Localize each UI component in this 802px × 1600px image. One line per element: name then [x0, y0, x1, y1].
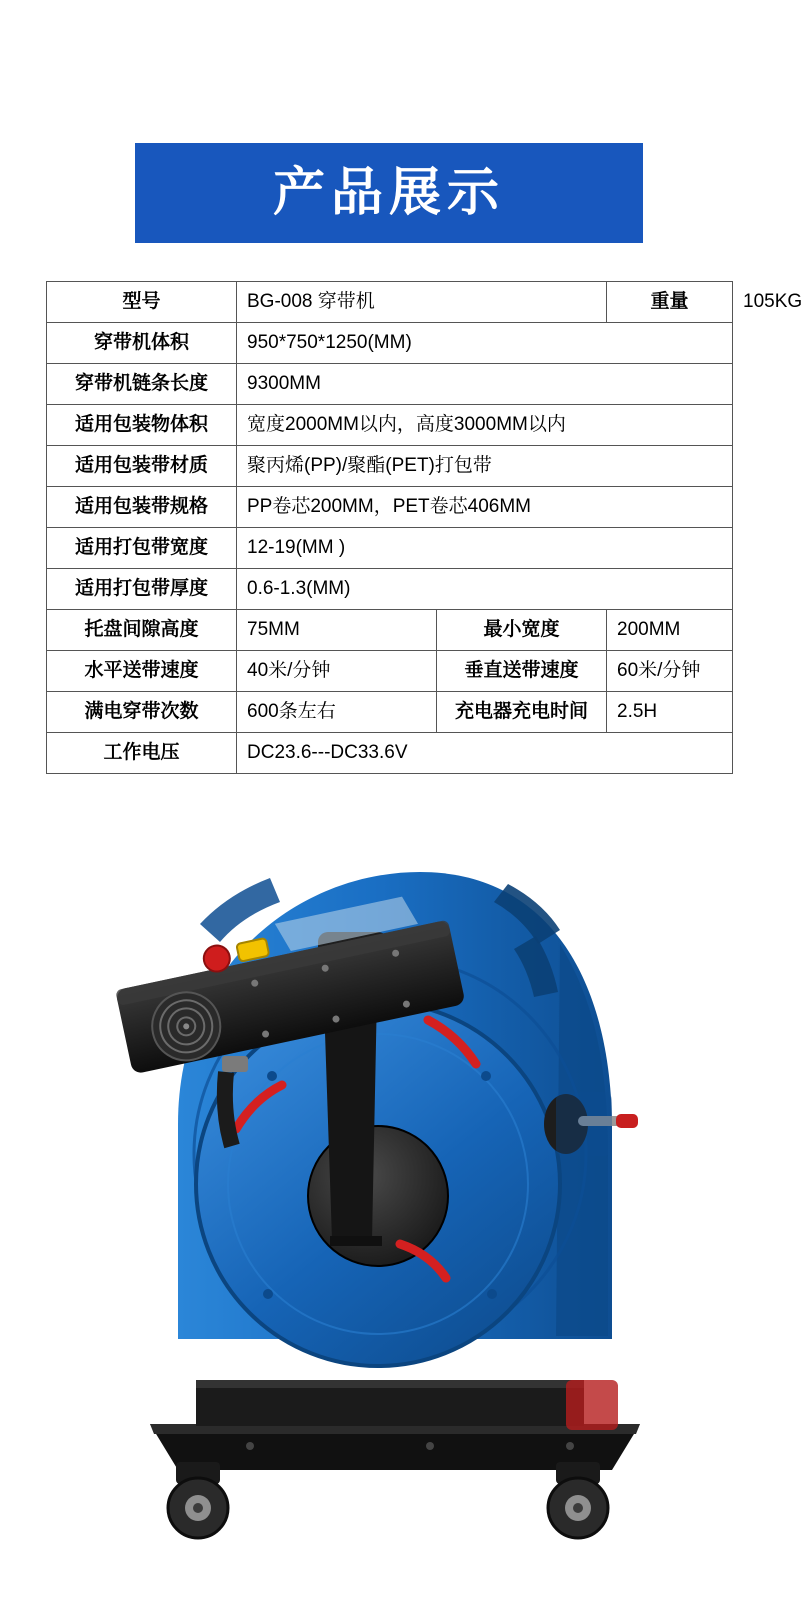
spec-label: 满电穿带次数: [47, 692, 237, 733]
spec-label: 适用包装带材质: [47, 446, 237, 487]
base-frame: [150, 1380, 640, 1470]
product-photo: [0, 824, 778, 1564]
caster-wheel-right: [548, 1462, 608, 1538]
table-row: [47, 610, 733, 651]
table-row: [47, 405, 733, 446]
spec-value: DC23.6---DC33.6V: [237, 733, 733, 774]
spec-table-container: [46, 281, 802, 774]
spec-value: 2.5H: [607, 692, 733, 733]
banner-box: [135, 143, 643, 243]
spec-value: 40米/分钟: [237, 651, 437, 692]
caster-wheel-left: [168, 1462, 228, 1538]
spec-value: 200MM: [607, 610, 733, 651]
hand-crank: [544, 1092, 638, 1156]
table-row: [47, 446, 733, 487]
spec-value: 60米/分钟: [607, 651, 733, 692]
spec-value: 0.6-1.3(MM): [237, 569, 733, 610]
spec-label: 穿带机链条长度: [47, 364, 237, 405]
table-row: [47, 487, 733, 528]
table-row: [47, 364, 733, 405]
table-row: [47, 569, 733, 610]
spec-value: BG-008 穿带机: [237, 282, 607, 323]
table-row: [47, 651, 733, 692]
crank-handle-grip: [616, 1114, 638, 1128]
spec-label: 垂直送带速度: [437, 651, 607, 692]
spec-value: 聚丙烯(PP)/聚酯(PET)打包带: [237, 446, 733, 487]
table-row: [47, 323, 733, 364]
spec-label: 最小宽度: [437, 610, 607, 651]
spec-label: 托盘间隙高度: [47, 610, 237, 651]
banner-section: [0, 0, 778, 243]
spec-table-body: [47, 282, 802, 774]
table-row: [47, 733, 733, 774]
spec-label: 工作电压: [47, 733, 237, 774]
spec-label: 适用包装物体积: [47, 405, 237, 446]
spec-value: 9300MM: [237, 364, 733, 405]
spec-value: 950*750*1250(MM): [237, 323, 733, 364]
strap-reel: [196, 1002, 560, 1366]
spec-label: 重量: [607, 282, 733, 323]
spec-value: 75MM: [237, 610, 437, 651]
spec-table: [46, 281, 802, 774]
spec-label: 适用打包带宽度: [47, 528, 237, 569]
page-title: 产品展示: [272, 164, 505, 222]
spec-label: 型号: [47, 282, 237, 323]
spec-label: 充电器充电时间: [437, 692, 607, 733]
caster-wheels: [168, 1462, 608, 1538]
battery-box: [566, 1380, 618, 1430]
spec-label: 适用打包带厚度: [47, 569, 237, 610]
spec-value: 12-19(MM ): [237, 528, 733, 569]
spec-value: 宽度2000MM以内，高度3000MM以内: [237, 405, 733, 446]
spec-value: 600条左右: [237, 692, 437, 733]
table-row: [47, 692, 733, 733]
product-illustration: [0, 824, 778, 1564]
spec-label: 适用包装带规格: [47, 487, 237, 528]
spec-label: 穿带机体积: [47, 323, 237, 364]
table-row: 型号 BG-008 穿带机 重量 105KG: [47, 282, 733, 323]
table-row: [47, 528, 733, 569]
spec-value: PP卷芯200MM，PET卷芯406MM: [237, 487, 733, 528]
spec-label: 水平送带速度: [47, 651, 237, 692]
